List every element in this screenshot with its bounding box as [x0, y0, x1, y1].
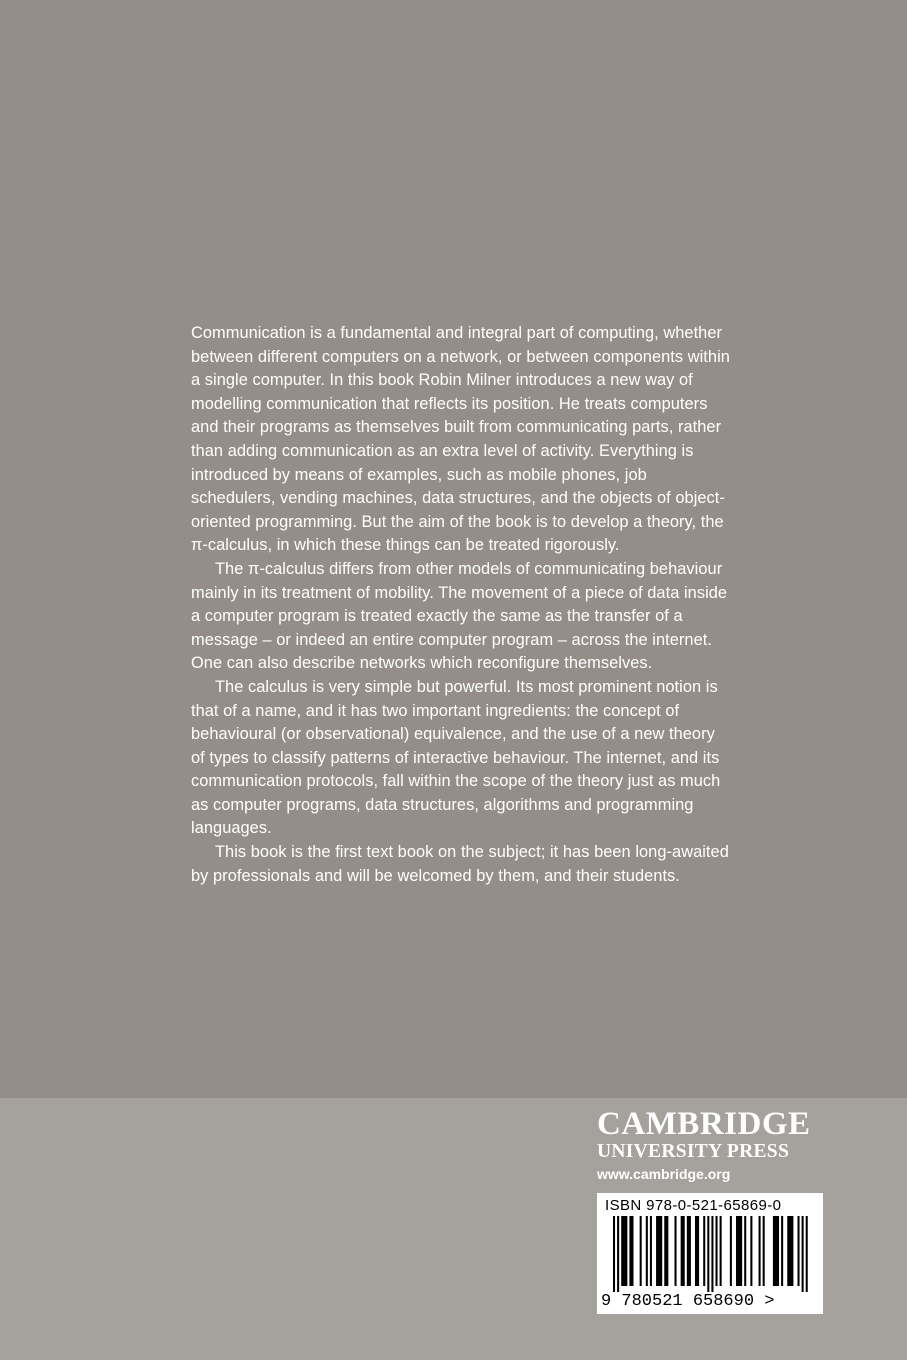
barcode-bar: [744, 1216, 746, 1286]
barcode-bar: [763, 1216, 765, 1286]
blurb-paragraph-2: The π-calculus differs from other models of communicating behaviour mainly in its treatment of mobility. The movement of a piece of data inside a computer program is treated exactly the same as the transfer of a message – or indeed an entire computer program – across the internet. One can also describe networks which reconfigure themselves.: [191, 559, 728, 673]
barcode-bar: [716, 1216, 718, 1286]
barcode-bars: [605, 1216, 815, 1292]
barcode-bar: [656, 1216, 662, 1286]
barcode-bar: [703, 1216, 705, 1286]
barcode-bar: [687, 1216, 691, 1286]
publisher-subtitle: UNIVERSITY PRESS: [597, 1141, 790, 1162]
blurb-paragraph-1: Communication is a fundamental and integral part of computing, whether between different computers on a network, or between components within a single computer. In this book Robin Milner introduces a new way of modelling communication that reflects its position. He treats computers and their programs as themselves built from communicating parts, rather than adding communication as an extra level of activity. Everything is introduced by means of examples, such as mobile phones, job schedulers, vending machines, data structures, and the objects of object-oriented programming. But the aim of the book is to develop a theory, the π-calculus, in which these things can be treated rigorously.: [191, 324, 730, 555]
barcode-bar: [613, 1216, 615, 1292]
barcode-bar: [802, 1216, 804, 1292]
barcode-bar: [650, 1216, 652, 1286]
publisher-logo: [597, 1106, 827, 1184]
barcode-bar: [617, 1216, 619, 1292]
barcode-bar: [681, 1216, 685, 1286]
ean-digits: 9 780521 658690 >: [601, 1292, 775, 1311]
isbn-label: ISBN 978-0-521-65869-0: [605, 1197, 782, 1214]
isbn-barcode: [597, 1193, 823, 1314]
barcode-bar: [707, 1216, 709, 1292]
back-cover-blurb: [191, 322, 731, 888]
blurb-paragraph-4: This book is the first text book on the subject; it has been long-awaited by professionals and will be welcomed by them, and their students.: [191, 843, 729, 885]
publisher-url: www.cambridge.org: [597, 1166, 731, 1182]
barcode-bar: [629, 1216, 633, 1286]
barcode-bar: [640, 1216, 642, 1286]
barcode-bar: [773, 1216, 779, 1286]
barcode-bar: [646, 1216, 648, 1286]
barcode-bar: [664, 1216, 668, 1286]
barcode-bar: [787, 1216, 793, 1286]
barcode-bar: [781, 1216, 783, 1286]
barcode-bar: [736, 1216, 742, 1286]
barcode-bar: [720, 1216, 722, 1286]
barcode-bar: [798, 1216, 800, 1286]
blurb-paragraph-3: The calculus is very simple but powerful. Its most prominent notion is that of a name, and it has two important ingredients: the concept of behavioural (or observational) equivalence, and the use of a new theory of types to classify patterns of interactive behaviour. The internet, and its communication protocols, fall within the scope of the theory just as much as computer programs, data structures, algorithms and programming languages.: [191, 677, 721, 838]
barcode-bar: [759, 1216, 761, 1286]
barcode-bar: [675, 1216, 677, 1286]
publisher-name: CAMBRIDGE: [597, 1106, 811, 1142]
barcode-bar: [711, 1216, 713, 1292]
barcode-bar: [695, 1216, 699, 1286]
barcode-bar: [750, 1216, 752, 1286]
barcode-bar: [621, 1216, 627, 1286]
barcode-bar: [730, 1216, 732, 1286]
barcode-bar: [806, 1216, 808, 1292]
